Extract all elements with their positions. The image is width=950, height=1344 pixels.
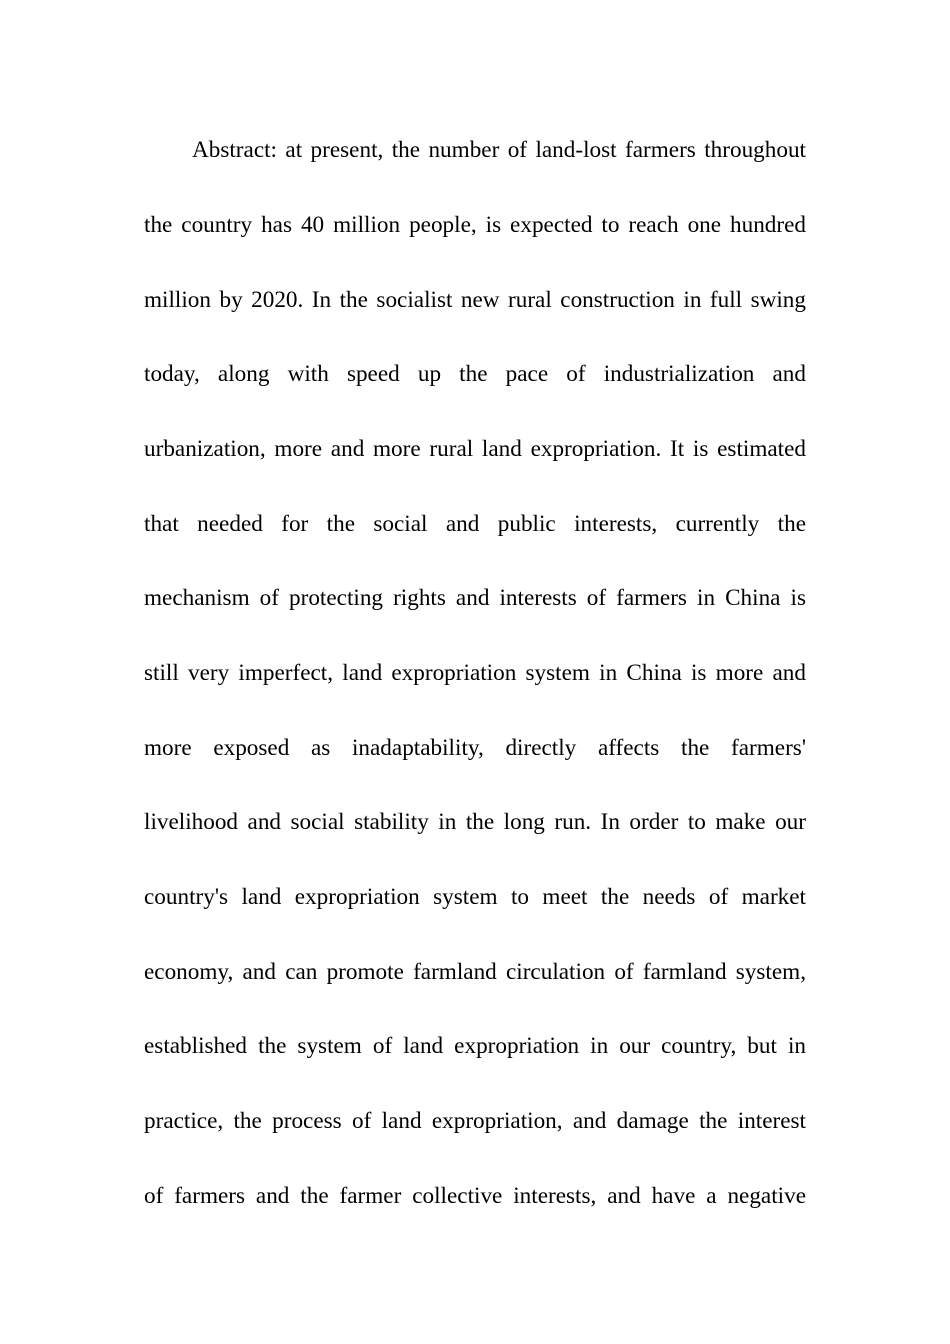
abstract-line-9: more exposed as inadaptability, directly affects the farmers' (144, 735, 806, 761)
abstract-line-1: Abstract: at present, the number of land-lost farmers throughout (192, 137, 806, 163)
abstract-line-12: economy, and can promote farmland circulation of farmland system, (144, 959, 806, 985)
abstract-line-11: country's land expropriation system to meet the needs of market (144, 884, 806, 910)
abstract-line-6: that needed for the social and public interests, currently the (144, 511, 806, 537)
abstract-line-7: mechanism of protecting rights and interests of farmers in China is (144, 585, 806, 611)
abstract-line-10: livelihood and social stability in the long run. In order to make our (144, 809, 806, 835)
abstract-line-2: the country has 40 million people, is expected to reach one hundred (144, 212, 806, 238)
abstract-line-14: practice, the process of land expropriation, and damage the interest (144, 1108, 806, 1134)
abstract-line-4: today, along with speed up the pace of industrialization and (144, 361, 806, 387)
abstract-line-15: of farmers and the farmer collective interests, and have a negative (144, 1183, 806, 1209)
abstract-line-3: million by 2020. In the socialist new rural construction in full swing (144, 287, 806, 313)
abstract-line-8: still very imperfect, land expropriation system in China is more and (144, 660, 806, 686)
abstract-line-5: urbanization, more and more rural land expropriation. It is estimated (144, 436, 806, 462)
abstract-line-13: established the system of land expropriation in our country, but in (144, 1033, 806, 1059)
